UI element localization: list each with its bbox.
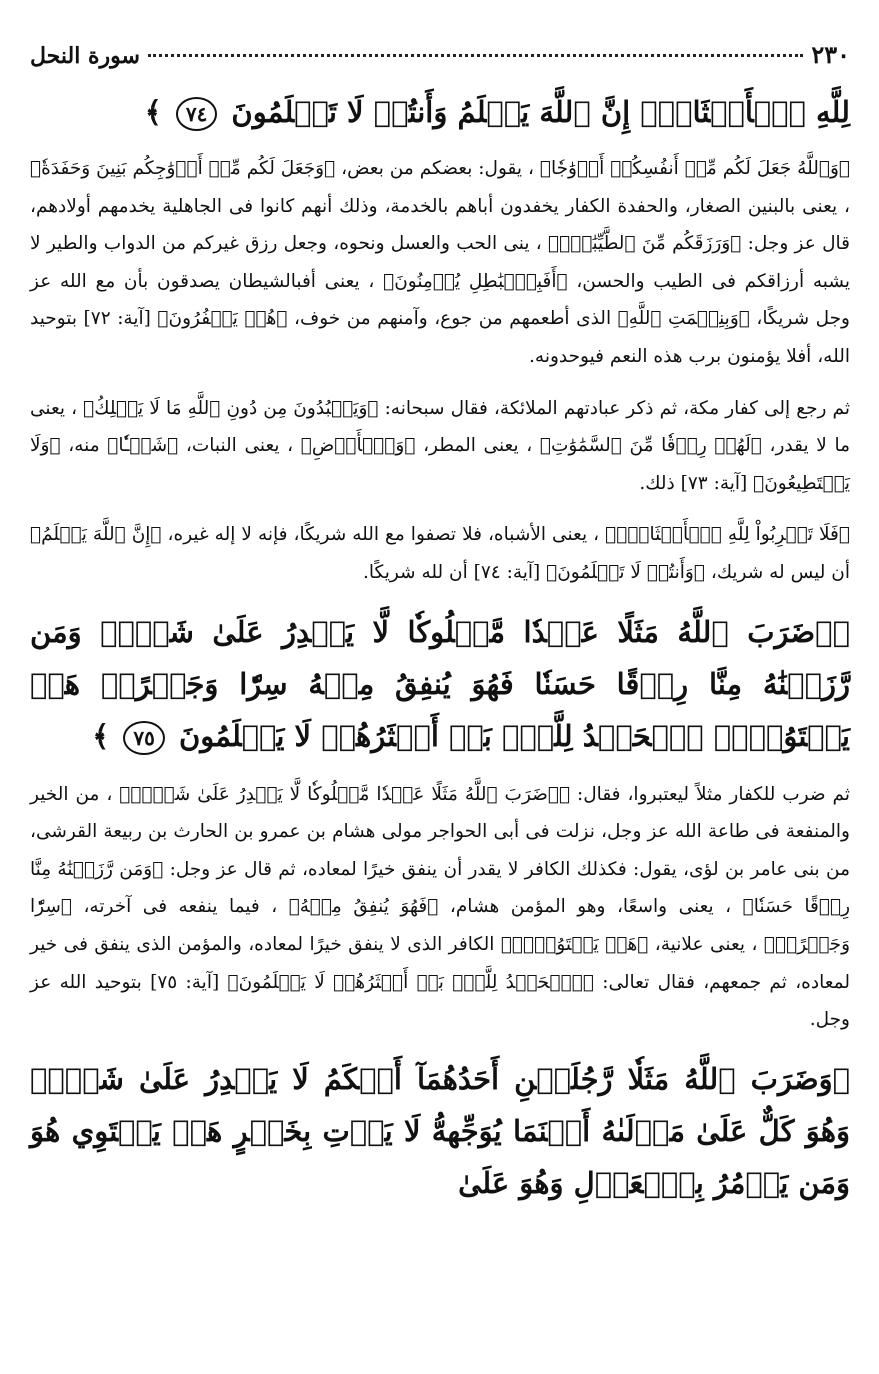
ayah-number-marker: ٧٤: [176, 97, 217, 131]
tafsir-paragraph-3: ﴿فَلَا تَضۡرِبُواْ لِلَّهِ ٱلۡأَمۡثَالَۚ﴾ ، يعنى الأشباه، فلا تصفوا مع الله شريكًا، فإنه لا إله غيره، ﴿إِنَّ ٱللَّهَ يَعۡلَمُ﴾ أن ليس له شريك، ﴿وَأَنتُمۡ لَا تَعۡلَمُونَ﴾ [آية: ٧٤] أن لله شريكًا.: [30, 524, 850, 583]
ayah-number-marker: ٧٥: [123, 721, 164, 755]
surah-title: سورة النحل: [30, 43, 140, 69]
verse-top: [30, 86, 850, 138]
tafsir-paragraph-1: ﴿وَٱللَّهُ جَعَلَ لَكُم مِّنۡ أَنفُسِكُمۡ أَزۡوَٰجٗا﴾ ، يقول: بعضكم من بعض، ﴿وَجَعَلَ لَكُم مِّنۡ أَزۡوَٰجِكُم بَنِينَ وَحَفَدَةٗ﴾ ، يعنى بالبنين الصغار، والحفدة الكفار يخفدون أباهم بالخدمة، وذلك أنهم كانوا فى الجاهلية يخدمهم أولادهم، قال عز وجل: ﴿وَرَزَقَكُم مِّنَ ٱلطَّيِّبَٰتِۚ﴾ ، ينى الحب والعسل ونحوه، وجعل رزق غيركم من الدواب والطير لا يشبه أرزاقكم فى الطيب والحسن، ﴿أَفَبِٱلۡبَٰطِلِ يُؤۡمِنُونَ﴾ ، يعنى أفبالشيطان يصدقون بأن مع الله عز وجل شريكًا، ﴿وَبِنِعۡمَتِ ٱللَّهِ﴾ الذى أطعمهم من جوع، وآمنهم من خوف، ﴿هُمۡ يَكۡفُرُونَ﴾ [آية: ٧٢] بتوحيد الله، أفلا يؤمنون برب هذه النعم فيوحدونه.: [30, 158, 850, 367]
header-dotted-leader: [148, 54, 803, 57]
verse-75-close-bracket: ﴾: [92, 718, 110, 753]
page-number: ٢٣٠: [811, 40, 850, 69]
book-page: [30, 40, 850, 1223]
tafsir-paragraph-75: ثم ضرب للكفار مثلاً ليعتبروا، فقال: ﴿۞ضَرَبَ ٱللَّهُ مَثَلًا عَبۡدٗا مَّمۡلُوكٗا لَّا يَقۡدِرُ عَلَىٰ شَيۡءٖ﴾ ، من الخير والمنفعة فى طاعة الله عز وجل، نزلت فى أبى الحواجر مولى هشام بن عمرو بن الحارث بن ربيعة القرشى، من بنى عامر بن لؤى، يقول: فكذلك الكافر لا يقدر أن ينفق خيرًا لمعاده، ثم قال عز وجل: ﴿وَمَن رَّزَقۡنَٰهُ مِنَّا رِزۡقًا حَسَنٗا﴾ ، يعنى واسعًا، وهو المؤمن هشام، ﴿فَهُوَ يُنفِقُ مِنۡهُ﴾ ، فيما ينفعه فى آخرته، ﴿سِرّٗا وَجَهۡرًاۖ﴾ ، يعنى علانية، ﴿هَلۡ يَسۡتَوُۥنَۚ﴾ الكافر الذى لا ينفق خيرًا لمعاده، والمؤمن الذى ينفق فى خير لمعاده، ثم جمعهم، فقال تعالى: ﴿ٱلۡحَمۡدُ لِلَّهِۚ بَلۡ أَكۡثَرُهُمۡ لَا يَعۡلَمُونَ﴾ [آية: ٧٥] بتوحيد الله عز وجل.: [30, 783, 850, 1031]
verse-bottom-text: ﴿وَضَرَبَ ٱللَّهُ مَثَلٗا رَّجُلَيۡنِ أَحَدُهُمَآ أَبۡكَمُ لَا يَقۡدِرُ عَلَىٰ شَيۡءٖ وَهُوَ كَلٌّ عَلَىٰ مَوۡلَىٰهُ أَيۡنَمَا يُوَجِّههُّ لَا يَأۡتِ بِخَيۡرٍ هَلۡ يَسۡتَوِي هُوَ وَمَن يَأۡمُرُ بِٱلۡعَدۡلِ وَهُوَ عَلَىٰ: [30, 1061, 850, 1200]
page-header: [30, 40, 850, 84]
verse-75: [30, 606, 850, 762]
verse-top-text: لِلَّهِ ٱلۡأَمۡثَالَۚ إِنَّ ٱللَّهَ يَعۡلَمُ وَأَنتُمۡ لَا تَعۡلَمُونَ: [231, 95, 850, 129]
tafsir-paragraph-2: ثم رجع إلى كفار مكة، ثم ذكر عبادتهم الملائكة، فقال سبحانه: ﴿وَيَعۡبُدُونَ مِن دُونِ ٱللَّهِ مَا لَا يَمۡلِكُ﴾ ، يعنى ما لا يقدر، ﴿لَهُمۡ رِزۡقٗا مِّنَ ٱلسَّمَٰوَٰتِ﴾ ، يعنى المطر، ﴿وَٱلۡأَرۡضِ﴾ ، يعنى النبات، ﴿شَيۡـٔٗا﴾ منه، ﴿وَلَا يَسۡتَطِيعُونَ﴾ [آية: ٧٣] ذلك.: [30, 397, 850, 494]
verse-top-close-bracket: ﴾: [144, 95, 162, 129]
verse-75-text: ﴿۞ضَرَبَ ٱللَّهُ مَثَلًا عَبۡدٗا مَّمۡلُوكٗا لَّا يَقۡدِرُ عَلَىٰ شَيۡءٖ وَمَن رَّزَقۡنَٰهُ مِنَّا رِزۡقًا حَسَنٗا فَهُوَ يُنفِقُ مِنۡهُ سِرّٗا وَجَهۡرًاۖ هَلۡ يَسۡتَوُۥنَۚ ٱلۡحَمۡدُ لِلَّهِۚ بَلۡ أَكۡثَرُهُمۡ لَا يَعۡلَمُونَ: [30, 614, 850, 753]
verse-bottom: [30, 1053, 850, 1209]
